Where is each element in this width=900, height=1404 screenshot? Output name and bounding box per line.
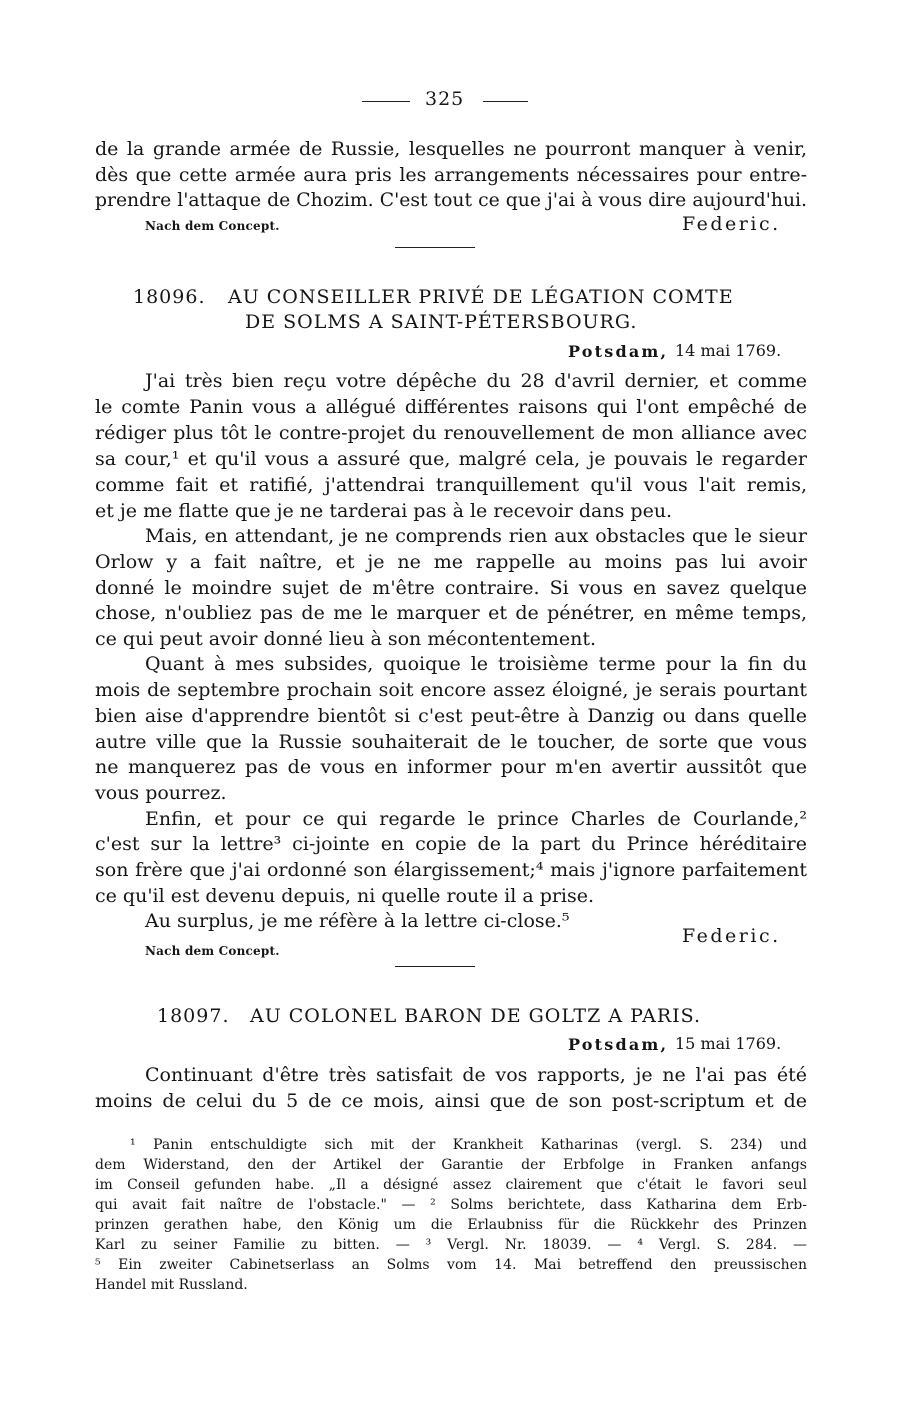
dateline-date: 15 mai 1769. — [675, 1034, 782, 1053]
body-line: Continuant d'être très satisfait de vos rapports, je ne l'ai pas été — [145, 1064, 807, 1086]
body-line: donné le moindre sujet de m'être contraire. Si vous en savez quelque — [95, 577, 807, 599]
body-line: vous pourrez. — [95, 782, 227, 804]
body-line: autre ville que la Russie souhaiterait de le toucher, de sorte que vous — [95, 731, 807, 753]
footnote-line: Karl zu seiner Familie zu bitten. — ³ Vergl. Nr. 18039. — ⁴ Vergl. S. 284. — — [95, 1237, 807, 1253]
source-note: Nach dem Concept. — [145, 219, 280, 233]
body-line: rédiger plus tôt le contre-projet du renouvellement de mon alliance avec — [95, 422, 807, 444]
footnote-line: Handel mit Russland. — [95, 1277, 248, 1293]
signature: Federic. — [682, 213, 781, 235]
letter-number: 18096. — [133, 286, 206, 308]
section-divider — [395, 247, 475, 248]
page-number: 325 — [425, 88, 465, 110]
footnote-line: prinzen gerathen habe, den König um die Erlaubniss für die Rückkehr des Prinzen — [95, 1217, 807, 1233]
body-line: son frère que j'ai ordonné son élargissement;⁴ mais j'ignore parfaitement — [95, 859, 807, 881]
body-line: sa cour,¹ et qu'il vous a assuré que, malgré cela, je pouvais le regarder — [95, 448, 807, 470]
dateline-place: Potsdam, — [568, 342, 669, 361]
body-line: ce qu'il est devenu depuis, ni quelle route il a prise. — [95, 885, 595, 907]
section-divider — [395, 966, 475, 967]
body-line: Quant à mes subsides, quoique le troisième terme pour la fin du — [145, 653, 807, 675]
body-line: chose, n'oubliez pas de me le marquer et de pénétrer, en même temps, — [95, 602, 807, 624]
body-line: Mais, en attendant, je ne comprends rien aux obstacles que le sieur — [145, 525, 807, 547]
intro-line: dès que cette armée aura pris les arrangements nécessaires pour entre- — [95, 164, 807, 186]
body-line: ce qui peut avoir donné lieu à son mécontentement. — [95, 628, 597, 650]
body-line: mois de septembre prochain soit encore assez éloigné, je serais pourtant — [95, 679, 807, 701]
footnote-line: im Conseil gefunden habe. „Il a désigné assez clairement que c'était le favori seul — [95, 1177, 807, 1193]
dateline-date: 14 mai 1769. — [675, 341, 782, 360]
body-line: bien aise d'apprendre bientôt si c'est peut-être à Danzig ou dans quelle — [95, 705, 807, 727]
letter-heading: DE SOLMS A SAINT-PÉTERSBOURG. — [245, 311, 638, 333]
header-rule-left — [362, 101, 410, 102]
letter-number: 18097. — [157, 1005, 230, 1027]
body-line: moins de celui du 5 de ce mois, ainsi que de son post-scriptum et de — [95, 1090, 807, 1112]
body-line: et je me flatte que je ne tarderai pas à le recevoir dans peu. — [95, 500, 673, 522]
body-line: J'ai très bien reçu votre dépêche du 28 d'avril dernier, et comme — [145, 370, 807, 392]
footnote-line: qui avait fait naître de l'obstacle." — ² Solms berichtete, dass Katharina dem Erb- — [95, 1197, 807, 1213]
body-line: ne manquerez pas de vous en informer pour m'en avertir aussitôt que — [95, 756, 807, 778]
footnote-line: dem Widerstand, den der Artikel der Garantie der Erbfolge in Franken anfangs — [95, 1157, 807, 1173]
body-line: Au surplus, je me réfère à la lettre ci-close.⁵ — [145, 910, 570, 932]
letter-heading: AU COLONEL BARON DE GOLTZ A PARIS. — [250, 1005, 702, 1027]
header-rule-right — [483, 101, 528, 102]
intro-line: prendre l'attaque de Chozim. C'est tout ce que j'ai à vous dire aujourd'hui. — [95, 190, 807, 211]
signature: Federic. — [682, 925, 781, 947]
body-line: Enfin, et pour ce qui regarde le prince Charles de Courlande,² — [145, 808, 807, 830]
intro-line: de la grande armée de Russie, lesquelles ne pourront manquer à venir, — [95, 138, 807, 160]
body-line: Orlow y a fait naître, et je ne me rappelle au moins pas lui avoir — [95, 551, 807, 573]
footnote-line: ¹ Panin entschuldigte sich mit der Krankheit Katharinas (vergl. S. 234) und — [130, 1137, 807, 1153]
letter-heading: AU CONSEILLER PRIVÉ DE LÉGATION COMTE — [228, 286, 734, 308]
body-line: comme fait et ratifié, j'attendrai tranquillement qu'il vous l'ait remis, — [95, 474, 807, 496]
footnote-line: ⁵ Ein zweiter Cabinetserlass an Solms vom 14. Mai betreffend den preussischen — [95, 1257, 807, 1273]
body-line: c'est sur la lettre³ ci-jointe en copie de la part du Prince héréditaire — [95, 833, 807, 855]
body-line: le comte Panin vous a allégué différentes raisons qui l'ont empêché de — [95, 396, 807, 418]
dateline-place: Potsdam, — [568, 1035, 669, 1054]
source-note: Nach dem Concept. — [145, 944, 280, 958]
